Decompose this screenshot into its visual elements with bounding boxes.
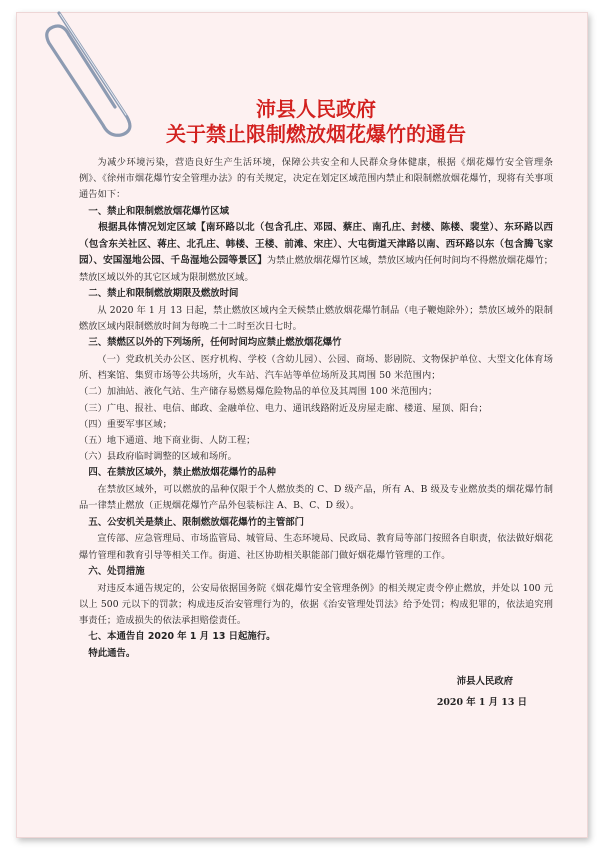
section-3-heading: 三、禁燃区以外的下列场所，任何时间均应禁止燃放烟花爆竹 [88, 337, 342, 349]
section-2-heading: 二、禁止和限制燃放期限及燃放时间 [88, 288, 239, 300]
title-line-2: 关于禁止限制燃放烟花爆竹的通告 [166, 122, 466, 146]
section-2-body: 从 2020 年 1 月 13 日起，禁止燃放区域内全天候禁止燃放烟花爆竹制品（电子鞭炮除外）；禁放区域外的限制燃放区域内限制燃放时间为每晚二十二时至次日七时。 [79, 304, 553, 333]
section-3-item-5: （五）地下通道、地下商业街、人防工程； [79, 435, 256, 447]
section-6-heading: 六、处罚措施 [88, 565, 145, 577]
notice-content [79, 97, 553, 713]
section-1-heading: 一、禁止和限制燃放烟花爆竹区域 [88, 205, 230, 217]
section-3-item-1: （一）党政机关办公区、医疗机构、学校（含幼儿园）、公园、商场、影剧院、文物保护单位、大型文化体育场所、档案馆、集贸市场等公共场所，火车站、汽车站等单位场所及其周围 50 米范围内； [79, 354, 553, 382]
section-4-body: 在禁放区域外，可以燃放的品种仅限于个人燃放类的 C、D 级产品，所有 A、B 级及专业燃放类的烟花爆竹制品一律禁止燃放（正规烟花爆竹产品外包装标注 A、B、C、D 级）。 [79, 484, 553, 512]
section-3-item-4: （四）重要军事区域； [79, 418, 172, 430]
prohibited-areas: 【南环路以北（包含孔庄、邓园、蔡庄、南孔庄、封楼、陈楼、裴堂）、东环路以西（包含东关社区、蒋庄、北孔庄、韩楼、王楼、前滩、宋庄）、大屯街道天津路以南、西环路以东（包含腾飞家园）、安国湿地公园、千岛湿地公园等景区】 [79, 222, 554, 267]
section-4-heading: 四、在禁放区域外，禁止燃放烟花爆竹的品种 [88, 467, 276, 479]
notice-paper [16, 12, 588, 838]
section-1-body [79, 220, 553, 286]
section-1-lead: 根据具体情况划定区域 [98, 222, 197, 234]
section-3-item-2: （二）加油站、液化气站、生产储存易燃易爆危险物品的单位及其周围 100 米范围内； [79, 386, 438, 398]
closing-line: 特此通告。 [88, 648, 136, 660]
section-5-heading: 五、公安机关是禁止、限制燃放烟花爆竹的主管部门 [88, 516, 305, 528]
issue-date: 2020 年 1 月 13 日 [436, 696, 527, 708]
section-3-item-3: （三）广电、报社、电信、邮政、金融单位、电力、通讯线路附近及房屋走廊、楼道、屋顶、阳台； [79, 402, 488, 414]
section-5-body: 宣传部、应急管理局、市场监管局、城管局、生态环境局、民政局、教育局等部门按照各自职责，依法做好烟花爆竹管理和教育引导等相关工作。街道、社区协助相关职能部门做好烟花爆竹管理的工作。 [79, 533, 553, 561]
section-7-heading: 七、本通告自 2020 年 1 月 13 日起施行。 [88, 631, 276, 643]
signature: 沛县人民政府 [456, 675, 513, 687]
section-1-tail: 为禁止燃放烟花爆竹区域，禁放区域内任何时间均不得燃放烟花爆竹；禁放区域以外的其它区域为限制燃放区域。 [79, 255, 553, 283]
section-6-body: 对违反本通告规定的，公安局依据国务院《烟花爆竹安全管理条例》的相关规定责令停止燃放，并处以 100 元以上 500 元以下的罚款；构成违反治安管理行为的，依据《治安管理处罚法》给予处罚；构成犯罪的，依法追究刑事责任；造成损失的依法承担赔偿责任。 [79, 582, 553, 627]
section-3-item-6: （六）县政府临时调整的区域和场所。 [79, 451, 237, 463]
title-line-1: 沛县人民政府 [256, 97, 376, 121]
intro-paragraph: 为减少环境污染，营造良好生产生活环境，保障公共安全和人民群众身体健康，根据《烟花爆竹安全管理条例》、《徐州市烟花爆竹安全管理办法》的有关规定，决定在划定区域范围内禁止和限制燃放烟花爆竹，现将有关事项通告如下： [79, 157, 553, 201]
